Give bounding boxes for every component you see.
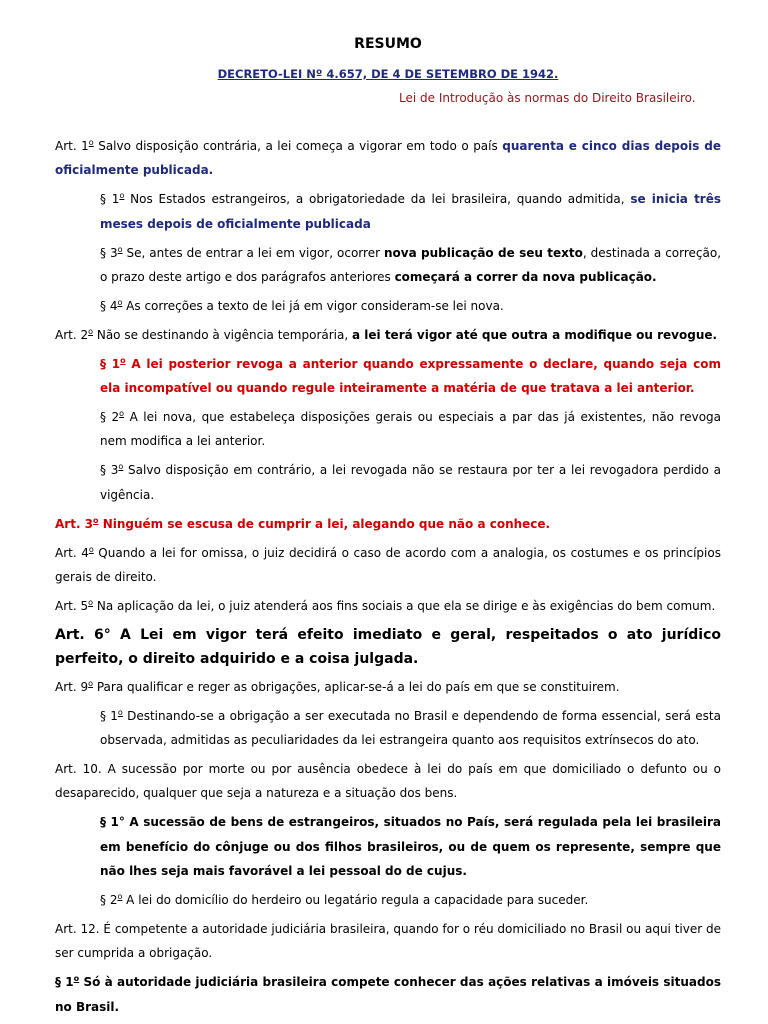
article-1-paragraph-4: § 4$^o$ As correções a texto de lei já em vigor consideram-se lei nova.	[100, 297, 504, 313]
decree-link[interactable]: DECRETO-LEI Nº 4.657, DE 4 DE SETEMBRO DE 1942.	[217, 67, 559, 81]
article-9-paragraph-1: § 1$^o$ Destinando-se a obrigação a ser executada no Brasil e dependendo de forma essencial, será esta observada, admitidas as peculiaridades da lei estrangeira quanto aos requisitos extrínsecos do ato.	[100, 707, 721, 748]
article-10-paragraph-2: § 2$^o$ A lei do domicílio do herdeiro ou legatário regula a capacidade para suceder.	[100, 892, 589, 908]
article-1-paragraph-3: § 3$^o$ Se, antes de entrar a lei em vigor, ocorrer nova publicação de seu texto, destinada a correção, o prazo deste artigo e dos parágrafos anteriores começará a correr da nova publicação.	[100, 244, 722, 285]
article-6: Art. 6° A Lei em vigor terá efeito imediato e geral, respeitados o ato jurídico perfeito, o direito adquirido e a coisa julgada.	[55, 626, 721, 668]
article-2-paragraph-1: § 1$^o$ A lei posterior revoga a anterior quando expressamente o declare, quando seja com ela incompatível ou quando regule inteiramente a matéria de que tratava a lei anterior.	[100, 355, 721, 396]
article-2-paragraph-3: § 3$^o$ Salvo disposição em contrário, a lei revogada não se restaura por ter a lei revogadora perdido a vigência.	[100, 462, 721, 502]
article-2-paragraph-2: § 2$^o$ A lei nova, que estabeleça disposições gerais ou especiais a par das já existentes, não revoga nem modifica a lei anterior.	[100, 409, 722, 449]
document-body	[55, 134, 721, 1024]
article-12-paragraph-1: § 1$^o$ Só à autoridade judiciária brasileira compete conhecer das ações relativas a imóveis situados no Brasil.	[55, 974, 721, 1014]
article-9: Art. 9$^o$ Para qualificar e reger as obrigações, aplicar-se-á a lei do país em que se constituirem.	[55, 678, 620, 694]
article-1-paragraph-1: § 1$^o$ Nos Estados estrangeiros, a obrigatoriedade da lei brasileira, quando admitida, se inicia três meses depois de oficialmente publicada	[100, 191, 722, 231]
article-3: Art. 3$^o$ Ninguém se escusa de cumprir a lei, alegando que não a conhece.	[55, 515, 551, 531]
article-10-paragraph-1: § 1° A sucessão de bens de estrangeiros, situados no País, será regulada pela lei brasileira em benefício do cônjuge ou dos filhos brasileiros, ou de quem os represente, sempre que não lhes seja mais favorável a lei pessoal do de cujus.	[100, 815, 721, 879]
article-2: Art. 2$^o$ Não se destinando à vigência temporária, a lei terá vigor até que outra a modifique ou revogue.	[55, 326, 718, 342]
article-1: Art. 1$^o$ Salvo disposição contrária, a lei começa a vigorar em todo o país quarenta e cinco dias depois de oficialmente publicada.	[55, 138, 721, 178]
article-12: Art. 12. É competente a autoridade judiciária brasileira, quando for o réu domiciliado no Brasil ou aqui tiver de ser cumprida a obrigação.	[55, 921, 721, 961]
article-10: Art. 10. A sucessão por morte ou por ausência obedece à lei do país em que domiciliado o defunto ou o desaparecido, qualquer que seja a natureza e a situação dos bens.	[55, 762, 721, 801]
article-4: Art. 4$^o$ Quando a lei for omissa, o juiz decidirá o caso de acordo com a analogia, os costumes e os princípios gerais de direito.	[55, 544, 721, 584]
law-subtitle: Lei de Introdução às normas do Direito Brasileiro.	[399, 91, 696, 105]
article-5: Art. 5$^o$ Na aplicação da lei, o juiz atenderá aos fins sociais a que ela se dirige e às exigências do bem comum.	[55, 597, 716, 613]
document-title: RESUMO	[354, 36, 422, 52]
